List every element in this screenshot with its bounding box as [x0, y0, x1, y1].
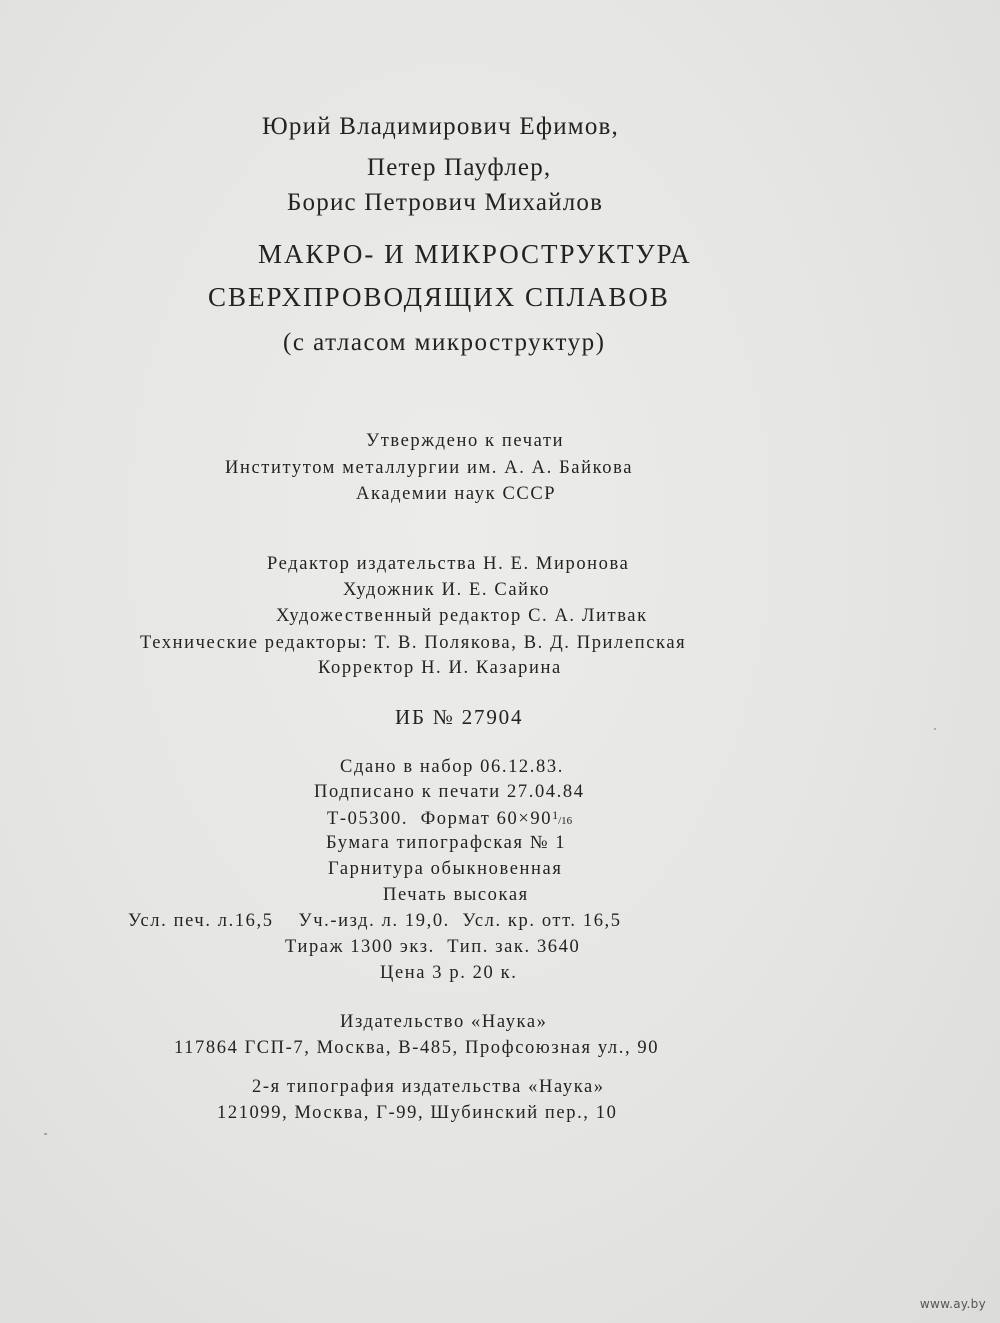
editor-line-2: Художник И. Е. Сайко — [343, 580, 551, 600]
author-mikhailov: Борис Петрович Михайлов — [287, 189, 604, 216]
printer-address: 121099, Москва, Г-99, Шубинский пер., 10 — [217, 1103, 618, 1123]
printer-name: 2-я типография издательства «Наука» — [252, 1077, 605, 1097]
approval-line-2: Институтом металлургии им. А. А. Байкова — [225, 458, 634, 478]
printing-line: Печать высокая — [383, 885, 529, 905]
approval-line-3: Академии наук СССР — [356, 484, 557, 504]
editor-line-3: Художественный редактор С. А. Литвак — [276, 606, 648, 626]
publisher-address: 117864 ГСП-7, Москва, В-485, Профсоюзная ул., 90 — [174, 1038, 660, 1058]
format-fraction-numerator: 1 — [552, 808, 559, 822]
editor-line-5: Корректор Н. И. Казарина — [318, 658, 562, 678]
book-subtitle: (с атласом микроструктур) — [283, 329, 606, 356]
paper-speck — [44, 1133, 47, 1135]
author-paufler: Петер Пауфлер, — [367, 154, 552, 181]
watermark-text: www.ay.by — [919, 1297, 986, 1311]
sheets-line: Усл. печ. л.16,5 Уч.-изд. л. 19,0. Усл. кр. отт. 16,5 — [128, 911, 622, 931]
title-line-1: МАКРО- И МИКРОСТРУКТУРА — [258, 239, 692, 269]
title-line-2: СВЕРХПРОВОДЯЩИХ СПЛАВОВ — [208, 282, 670, 312]
paper-line: Бумага типографская № 1 — [326, 833, 567, 853]
sent-to-set: Сдано в набор 06.12.83. — [340, 757, 564, 777]
format-fraction-denominator: /16 — [558, 815, 573, 827]
price-line: Цена 3 р. 20 к. — [380, 963, 518, 983]
format-line — [327, 809, 572, 829]
editor-line-4: Технические редакторы: Т. В. Полякова, В. Д. Прилепская — [140, 633, 687, 653]
signed-to-print: Подписано к печати 27.04.84 — [314, 782, 585, 802]
author-efimov: Юрий Владимирович Ефимов, — [262, 113, 619, 140]
editor-line-1: Редактор издательства Н. Е. Миронова — [267, 554, 630, 574]
format-text: Т-05300. Формат 60×90 — [327, 809, 553, 829]
publisher-name: Издательство «Наука» — [340, 1012, 548, 1032]
circulation-line: Тираж 1300 экз. Тип. зак. 3640 — [285, 937, 581, 957]
paper-speck — [934, 728, 936, 730]
typeface-line: Гарнитура обыкновенная — [328, 859, 563, 879]
approval-line-1: Утверждено к печати — [366, 431, 565, 451]
ib-number: ИБ № 27904 — [395, 705, 524, 729]
